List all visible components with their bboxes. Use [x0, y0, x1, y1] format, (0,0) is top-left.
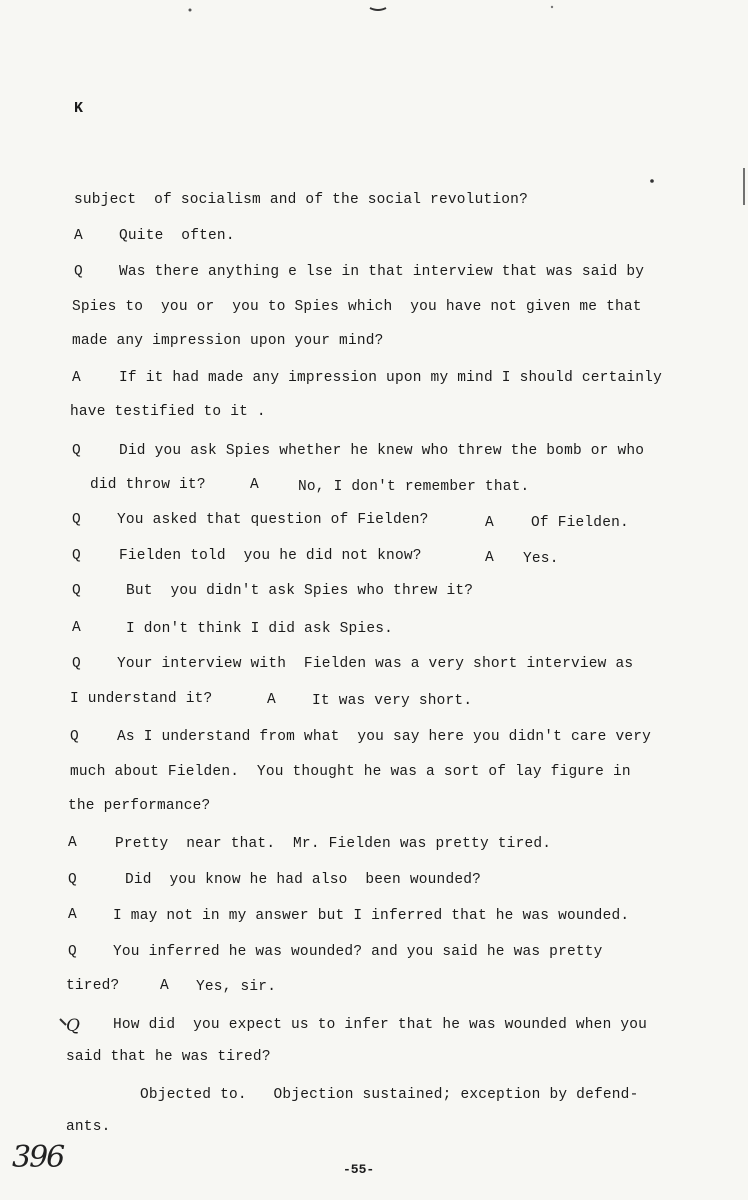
- answer-marker: A: [68, 835, 77, 851]
- question-marker: Q: [72, 656, 81, 672]
- answer-marker: A: [485, 515, 494, 531]
- question-marker: Q: [68, 872, 77, 888]
- answer-marker: A: [485, 550, 494, 566]
- text-line: I don't think I did ask Spies.: [126, 621, 394, 637]
- text-line: Pretty near that. Mr. Fielden was pretty tired.: [115, 836, 552, 852]
- question-marker: Q: [72, 443, 81, 459]
- text-line: did throw it?: [90, 477, 206, 493]
- question-marker: Q: [66, 1016, 80, 1036]
- text-line: If it had made any impression upon my mind I should certainly: [119, 370, 662, 386]
- question-marker: Q: [68, 944, 77, 960]
- text-line: You asked that question of Fielden?: [117, 512, 429, 528]
- text-line: ants.: [66, 1119, 111, 1135]
- text-line: Quite often.: [119, 228, 235, 244]
- text-line: Of Fielden.: [531, 515, 629, 531]
- handwritten-page-number: 396: [12, 1140, 64, 1175]
- text-line: said that he was tired?: [66, 1049, 271, 1065]
- question-marker: Q: [74, 264, 83, 280]
- question-marker: Q: [70, 729, 79, 745]
- answer-marker: A: [72, 370, 81, 386]
- text-line: You inferred he was wounded? and you said he was pretty: [113, 944, 603, 960]
- answer-marker: A: [68, 907, 77, 923]
- answer-marker: A: [74, 228, 83, 244]
- answer-marker: A: [72, 620, 81, 636]
- text-line: Was there anything e lse in that interview that was said by: [119, 264, 645, 280]
- text-line: made any impression upon your mind?: [72, 333, 384, 349]
- text-line: subject of socialism and of the social revolution?: [74, 192, 528, 208]
- text-line: I understand it?: [70, 691, 213, 707]
- text-line: Objected to. Objection sustained; exception by defend-: [140, 1087, 639, 1103]
- text-line: Fielden told you he did not know?: [119, 548, 422, 564]
- text-line: much about Fielden. You thought he was a sort of lay figure in: [70, 764, 631, 780]
- question-marker: Q: [72, 583, 81, 599]
- question-marker: Q: [72, 548, 81, 564]
- text-line: How did you expect us to infer that he was wounded when you: [113, 1017, 648, 1033]
- section-letter: K: [74, 100, 84, 117]
- text-line: No, I don't remember that.: [298, 479, 530, 495]
- text-line: Your interview with Fielden was a very short interview as: [117, 656, 634, 672]
- answer-marker: A: [267, 692, 276, 708]
- text-line: tired?: [66, 978, 120, 994]
- question-marker: Q: [72, 512, 81, 528]
- text-line: I may not in my answer but I inferred that he was wounded.: [113, 908, 630, 924]
- text-line: Yes, sir.: [196, 979, 277, 995]
- text-line: But you didn't ask Spies who threw it?: [126, 583, 474, 599]
- text-line: As I understand from what you say here you didn't care very: [117, 729, 652, 745]
- text-line: It was very short.: [312, 693, 473, 709]
- page-number: -55-: [343, 1162, 375, 1177]
- text-line: Yes.: [523, 551, 559, 567]
- text-line: the performance?: [68, 798, 211, 814]
- text-line: Did you ask Spies whether he knew who threw the bomb or who: [119, 443, 645, 459]
- text-line: Did you know he had also been wounded?: [125, 872, 482, 888]
- answer-marker: A: [160, 978, 169, 994]
- text-line: have testified to it .: [70, 404, 266, 420]
- text-line: Spies to you or you to Spies which you have not given me that: [72, 299, 642, 315]
- answer-marker: A: [250, 477, 259, 493]
